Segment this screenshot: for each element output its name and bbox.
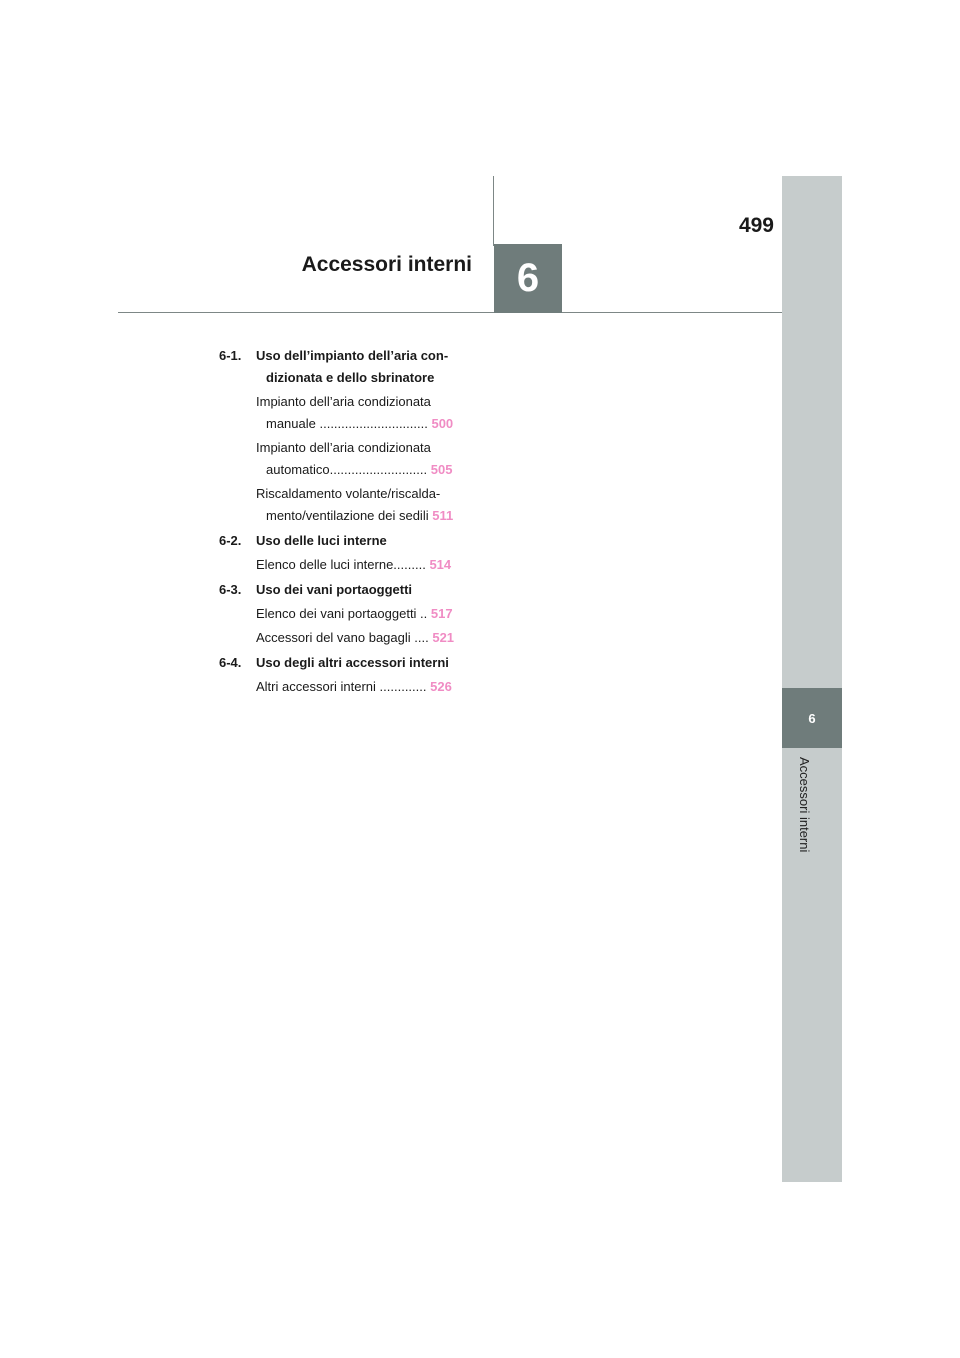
header-horizontal-rule — [118, 312, 782, 313]
section-number: 6-2. — [219, 533, 242, 548]
entry-text: Impianto dell’aria condizionata — [256, 394, 431, 409]
entry-text: Elenco delle luci interne......... — [256, 557, 426, 572]
chapter-side-strip — [782, 176, 842, 1182]
toc-section-6-2 — [219, 530, 469, 552]
table-of-contents — [219, 345, 469, 698]
section-title[interactable] — [256, 345, 469, 389]
page-link[interactable]: 514 — [429, 557, 452, 572]
page-number: 499 — [738, 214, 774, 237]
page-link[interactable]: 500 — [431, 416, 454, 431]
entry-text: manuale .............................. — [266, 416, 428, 431]
toc-section-6-4 — [219, 652, 469, 674]
section-number: 6-4. — [219, 655, 242, 670]
page-link[interactable]: 526 — [430, 679, 452, 694]
header-vertical-rule — [493, 176, 494, 246]
entry-text: Elenco dei vani portaoggetti .. — [256, 606, 428, 621]
toc-entry[interactable] — [256, 554, 469, 576]
entry-text: Accessori del vano bagagli .... — [256, 630, 429, 645]
section-number: 6-3. — [219, 582, 242, 597]
toc-entry[interactable] — [256, 437, 469, 481]
entry-text: Altri accessori interni ............. — [256, 679, 427, 694]
toc-entry[interactable] — [256, 483, 469, 527]
entry-text: automatico........................... — [266, 462, 428, 477]
toc-entry[interactable] — [256, 627, 469, 649]
toc-section-6-1 — [219, 345, 469, 389]
toc-entry[interactable] — [256, 603, 469, 625]
section-number: 6-1. — [219, 348, 242, 363]
entry-text: Riscaldamento volante/riscalda- — [256, 486, 441, 501]
chapter-number-box: 6 — [494, 244, 562, 313]
chapter-title: Accessori interni — [301, 253, 472, 276]
section-title[interactable]: Uso degli altri accessori interni — [256, 655, 449, 670]
entry-text: mento/ventilazione dei sedili — [266, 508, 429, 523]
section-title[interactable]: Uso dei vani portaoggetti — [256, 582, 413, 597]
section-title-line: dizionata e dello sbrinatore — [266, 370, 435, 385]
toc-entry[interactable] — [256, 391, 469, 435]
entry-text: Impianto dell’aria condizionata — [256, 440, 431, 455]
page-link[interactable]: 505 — [430, 462, 453, 477]
page-link[interactable]: 517 — [430, 606, 453, 621]
toc-section-6-3 — [219, 579, 469, 601]
toc-entry[interactable] — [256, 676, 469, 698]
section-title-line: Uso dell’impianto dell’aria con- — [256, 348, 449, 363]
page-link[interactable]: 521 — [432, 630, 455, 645]
page-link[interactable]: 511 — [432, 508, 454, 523]
side-chapter-tab[interactable]: 6 — [782, 688, 842, 748]
section-title[interactable]: Uso delle luci interne — [256, 533, 387, 548]
side-chapter-label: Accessori interni — [797, 757, 812, 853]
